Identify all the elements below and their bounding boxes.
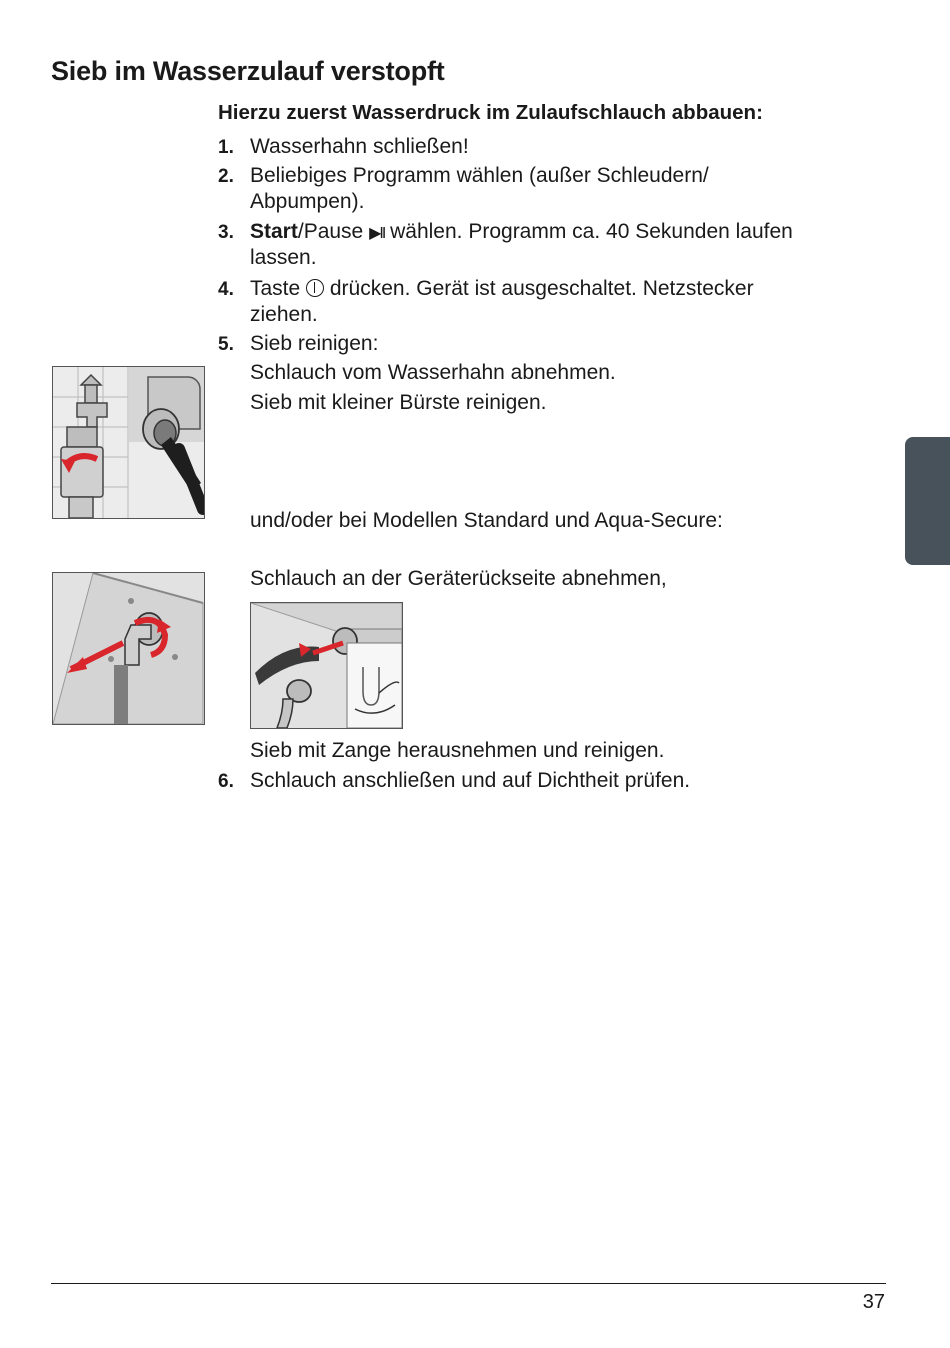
step-6-number: 6. bbox=[218, 771, 234, 792]
start-label: Start bbox=[250, 220, 298, 243]
step-5-sub-4: Schlauch an der Geräterückseite abnehmen, bbox=[250, 567, 667, 590]
step-4-line-1 bbox=[250, 276, 754, 302]
step-4-text-b: drücken. Gerät ist ausgeschaltet. Netzstecker bbox=[324, 277, 754, 300]
step-4-number: 4. bbox=[218, 279, 234, 300]
page-number: 37 bbox=[862, 1291, 885, 1313]
step-3-text-a: /Pause bbox=[297, 220, 370, 243]
power-icon bbox=[306, 279, 324, 297]
illustration-pliers-sieve bbox=[250, 602, 403, 729]
page-title: Sieb im Wasserzulauf verstopft bbox=[51, 56, 445, 86]
step-2-number: 2. bbox=[218, 166, 234, 187]
illustration-tap-brush bbox=[52, 366, 205, 519]
intro-heading: Hierzu zuerst Wasserdruck im Zulaufschlauch abbauen: bbox=[218, 101, 763, 124]
step-2-line-2: Abpumpen). bbox=[250, 190, 365, 213]
illustration-appliance-hose bbox=[52, 572, 205, 725]
step-6-text: Schlauch anschließen und auf Dichtheit prüfen. bbox=[250, 769, 691, 792]
step-5-sub-2: Sieb mit kleiner Bürste reinigen. bbox=[250, 391, 547, 414]
step-5-sub-3: und/oder bei Modellen Standard und Aqua-Secure: bbox=[250, 509, 723, 532]
side-tab-marker bbox=[905, 437, 950, 565]
step-2-line-1: Beliebiges Programm wählen (außer Schleudern/ bbox=[250, 164, 709, 187]
step-5-number: 5. bbox=[218, 334, 234, 355]
step-3-number: 3. bbox=[218, 222, 234, 243]
step-3-text-b: wählen. Programm ca. 40 Sekunden laufen bbox=[384, 220, 793, 243]
step-3-line-1 bbox=[250, 219, 793, 247]
step-5-text: Sieb reinigen: bbox=[250, 332, 379, 355]
step-5-sub-5: Sieb mit Zange herausnehmen und reinigen. bbox=[250, 739, 665, 762]
play-pause-icon: ▶II bbox=[369, 225, 385, 242]
step-4-text-a: Taste bbox=[250, 277, 307, 300]
step-1-text: Wasserhahn schließen! bbox=[250, 135, 469, 158]
step-1-number: 1. bbox=[218, 137, 234, 158]
step-5-sub-1: Schlauch vom Wasserhahn abnehmen. bbox=[250, 361, 616, 384]
step-3-line-2: lassen. bbox=[250, 246, 317, 269]
step-4-line-2: ziehen. bbox=[250, 303, 318, 326]
footer-rule bbox=[51, 1283, 886, 1284]
